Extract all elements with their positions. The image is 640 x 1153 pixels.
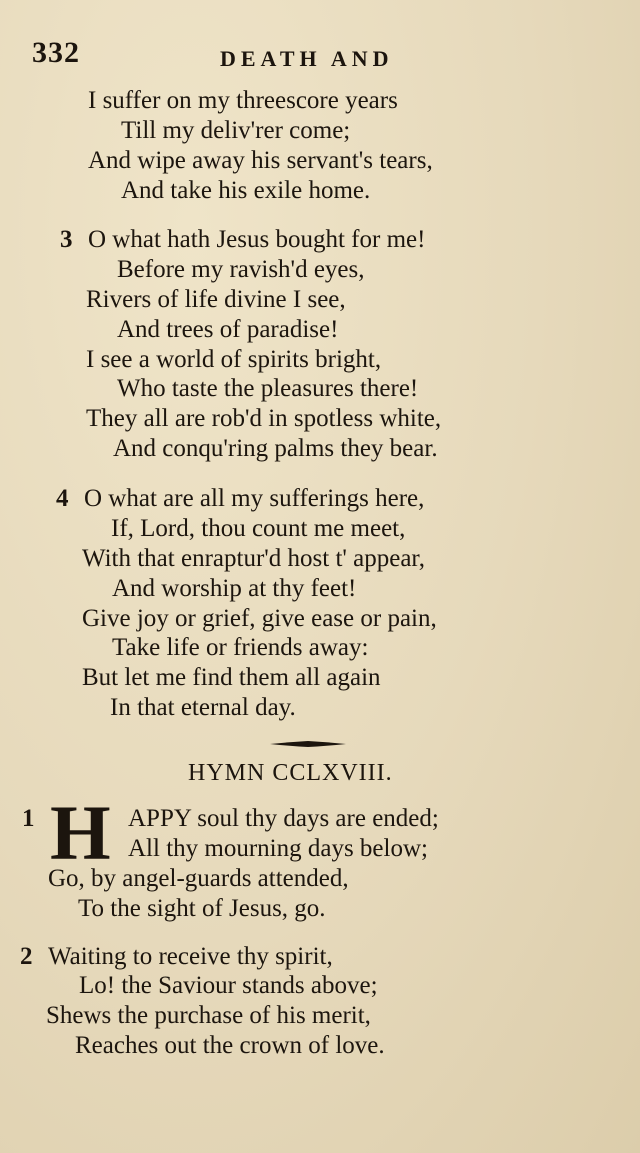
page-header [0,36,640,76]
ornamental-divider [270,740,346,748]
verse-line: In that eternal day. [110,694,296,721]
verse-line: And conqu'ring palms they bear. [113,435,438,462]
stanza-number: 3 [60,226,73,253]
verse-line: Lo! the Saviour stands above; [79,972,378,999]
verse-line: With that enraptur'd host t' appear, [82,545,426,572]
verse-line: Reaches out the crown of love. [75,1032,385,1059]
verse-line: And trees of paradise! [117,316,339,343]
verse-line: Go, by angel-guards attended, [48,865,349,892]
verse-line: I suffer on my threescore years [88,87,398,114]
verse-line: Before my ravish'd eyes, [117,256,365,283]
running-head: DEATH AND [220,46,394,71]
verse-line: But let me find them all again [82,664,381,691]
page-number: 332 [32,36,80,69]
verse-line: Take life or friends away: [112,634,369,661]
verse-line: I see a world of spirits bright, [86,346,382,373]
verse-line: O what are all my sufferings here, [84,485,425,512]
verse-line: Rivers of life divine I see, [86,286,346,313]
verse-line: All thy mourning days below; [128,835,428,862]
verse-line: And take his exile home. [121,177,371,204]
verse-line: Who taste the pleasures there! [117,375,419,402]
verse-line: Till my deliv'rer come; [121,117,351,144]
verse-line: And wipe away his servant's tears, [88,147,433,174]
verse-line: And worship at thy feet! [112,575,357,602]
stanza-number: 4 [56,485,69,512]
verse-line: If, Lord, thou count me meet, [111,515,406,542]
verse-line: Give joy or grief, give ease or pain, [82,605,437,632]
drop-cap: H [50,789,111,876]
verse-line: APPY soul thy days are ended; [128,805,439,832]
verse-line: Waiting to receive thy spirit, [48,943,333,970]
verse-line: To the sight of Jesus, go. [78,895,326,922]
verse-line: O what hath Jesus bought for me! [88,226,426,253]
verse-line: Shews the purchase of his merit, [46,1002,371,1029]
verse-line: They all are rob'd in spotless white, [86,405,442,432]
stanza-number: 2 [20,943,33,970]
hymn-title: HYMN CCLXVIII. [188,760,393,786]
stanza-number: 1 [22,805,35,832]
